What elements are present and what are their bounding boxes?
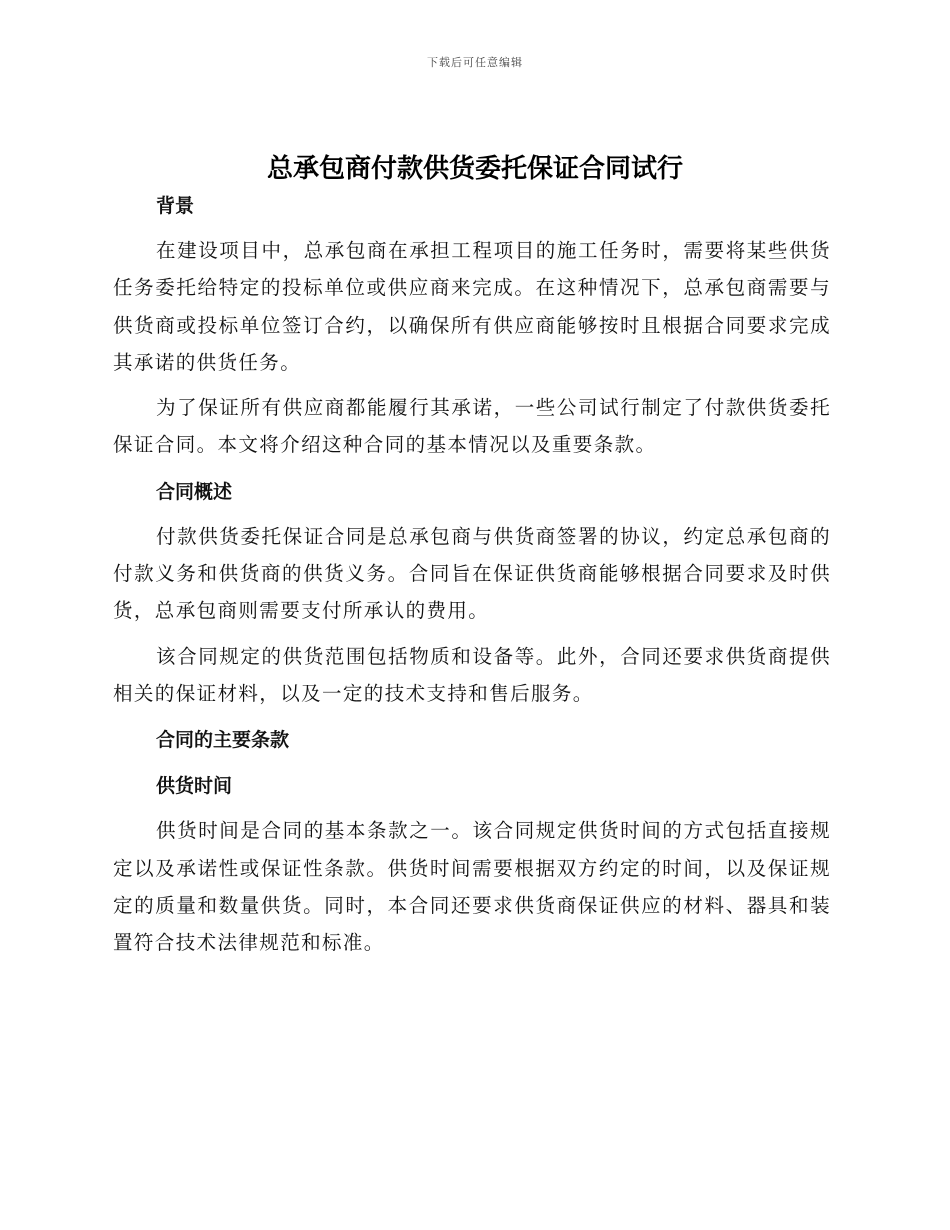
section-supply-time [113, 768, 831, 961]
paragraph: 在建设项目中，总承包商在承担工程项目的施工任务时，需要将某些供货任务委托给特定的投标单位或供应商来完成。在这种情况下，总承包商需要与供货商或投标单位签订合约，以确保所有供应商能够按时且根据合同要求完成其承诺的供货任务。 [113, 239, 831, 374]
page-header-note: 下载后可任意编辑 [427, 56, 523, 69]
paragraph: 为了保证所有供应商都能履行其承诺，一些公司试行制定了付款供货委托保证合同。本文将介绍这种合同的基本情况以及重要条款。 [113, 396, 831, 457]
section-main-terms [113, 722, 831, 758]
document-title: 总承包商付款供货委托保证合同试行 [266, 154, 683, 184]
document-body [113, 188, 831, 961]
section-background [113, 188, 831, 464]
paragraph: 付款供货委托保证合同是总承包商与供货商签署的协议，约定总承包商的付款义务和供货商的供货义务。合同旨在保证供货商能够根据合同要求及时供货，总承包商则需要支付所承认的费用。 [113, 524, 831, 623]
section-heading: 合同的主要条款 [156, 729, 290, 752]
section-heading: 背景 [156, 195, 195, 217]
section-heading: 合同概述 [156, 480, 233, 503]
paragraph: 该合同规定的供货范围包括物质和设备等。此外，合同还要求供货商提供相关的保证材料，以及一定的技术支持和售后服务。 [113, 644, 831, 705]
paragraph: 供货时间是合同的基本条款之一。该合同规定供货时间的方式包括直接规定以及承诺性或保证性条款。供货时间需要根据双方约定的时间，以及保证规定的质量和数量供货。同时，本合同还要求供货商保证供应的材料、器具和装置符合技术法律规范和标准。 [113, 819, 831, 955]
section-heading: 供货时间 [156, 775, 233, 798]
section-contract-overview [113, 474, 831, 712]
